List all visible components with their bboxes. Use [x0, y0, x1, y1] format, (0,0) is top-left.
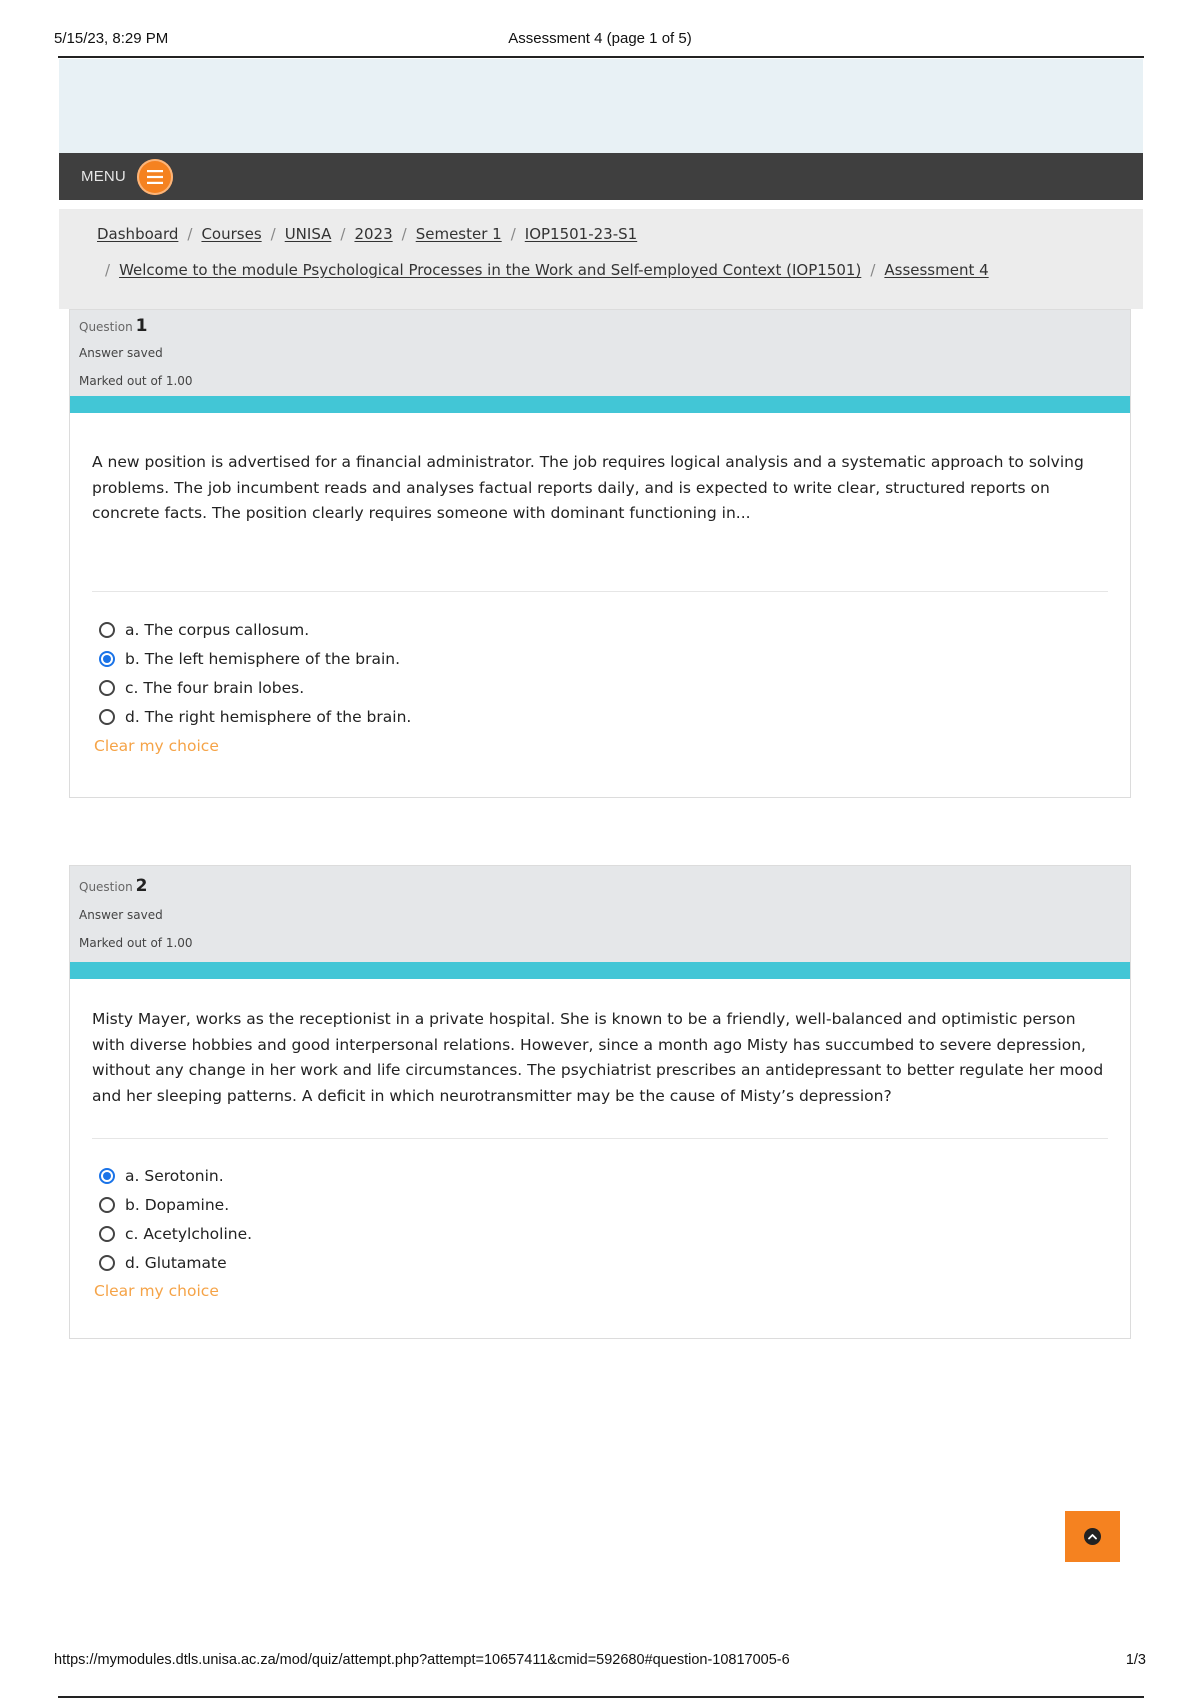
- breadcrumb-courses[interactable]: Courses: [201, 225, 262, 243]
- breadcrumb-module[interactable]: Welcome to the module Psychological Processes in the Work and Self-employed Context (IOP1501): [119, 261, 862, 279]
- breadcrumb-separator: /: [510, 225, 516, 243]
- breadcrumb-separator: /: [187, 225, 193, 243]
- print-header: [54, 28, 1146, 58]
- header-divider: [58, 56, 1144, 58]
- answer-option[interactable]: d. Glutamate: [99, 1248, 1130, 1277]
- chevron-up-icon: [1088, 1533, 1097, 1540]
- print-page-title: Assessment 4 (page 1 of 5): [508, 30, 692, 47]
- radio-button[interactable]: [99, 1226, 115, 1242]
- footer-divider: [58, 1696, 1144, 1698]
- answer-option[interactable]: b. Dopamine.: [99, 1190, 1130, 1219]
- radio-button[interactable]: [99, 622, 115, 638]
- radio-button[interactable]: [99, 680, 115, 696]
- radio-button-selected[interactable]: [99, 1168, 115, 1184]
- radio-button-selected[interactable]: [99, 651, 115, 667]
- question-bar: [70, 396, 1130, 413]
- breadcrumb-separator: /: [105, 261, 111, 279]
- breadcrumb-separator: /: [270, 225, 276, 243]
- breadcrumb-separator: /: [870, 261, 876, 279]
- hamburger-icon: [147, 170, 163, 184]
- breadcrumb-year[interactable]: 2023: [354, 225, 393, 243]
- answer-options: [99, 1161, 1130, 1277]
- print-datetime: 5/15/23, 8:29 PM: [54, 30, 169, 47]
- answer-option[interactable]: a. The corpus callosum.: [99, 616, 1130, 645]
- question-text: Misty Mayer, works as the receptionist in a private hospital. She is known to be a friendly, well-balanced and optimistic person with diverse hobbies and good interpersonal relations. However, since a month ago Misty has succumbed to severe depression, without any change in her work and life circumstances. The psychiatrist prescribes an antidepressant to better regulate her mood and her sleeping patterns. A deficit in which neurotransmitter may be the cause of Misty’s depression?: [92, 979, 1108, 1139]
- question-info: [70, 310, 1130, 396]
- radio-button[interactable]: [99, 1255, 115, 1271]
- print-url: https://mymodules.dtls.unisa.ac.za/mod/quiz/attempt.php?attempt=10657411&cmid=592680#question-10817005-6: [54, 1652, 790, 1668]
- breadcrumb-unisa[interactable]: UNISA: [284, 225, 332, 243]
- question-grade: Marked out of 1.00: [79, 374, 193, 388]
- answer-option[interactable]: a. Serotonin.: [99, 1161, 1130, 1190]
- answer-options: [99, 616, 1130, 732]
- breadcrumb-semester[interactable]: Semester 1: [415, 225, 502, 243]
- radio-button[interactable]: [99, 1197, 115, 1213]
- question-state: Answer saved: [79, 346, 163, 360]
- question-text: A new position is advertised for a financial administrator. The job requires logical analysis and a systematic approach to solving problems. The job incumbent reads and analyses factual reports daily, and is expected to write clear, structured reports on concrete facts. The position clearly requires someone with dominant functioning in...: [92, 413, 1108, 592]
- breadcrumb-separator: /: [340, 225, 346, 243]
- question-number: Question 1: [79, 316, 148, 336]
- question-card: [69, 309, 1131, 798]
- question-bar: [70, 962, 1130, 979]
- breadcrumb-assessment[interactable]: Assessment 4: [884, 261, 989, 279]
- question-number: Question 2: [79, 876, 148, 896]
- page-banner: [59, 59, 1143, 153]
- menu-button[interactable]: [137, 159, 173, 195]
- clear-choice-link[interactable]: Clear my choice: [94, 736, 219, 755]
- question-info: [70, 866, 1130, 962]
- answer-option[interactable]: c. Acetylcholine.: [99, 1219, 1130, 1248]
- question-state: Answer saved: [79, 908, 163, 922]
- breadcrumb: [59, 209, 1143, 309]
- menu-label[interactable]: MENU: [81, 168, 126, 185]
- top-navbar: [59, 153, 1143, 200]
- print-page-number: 1/3: [1125, 1652, 1146, 1668]
- answer-option[interactable]: b. The left hemisphere of the brain.: [99, 645, 1130, 674]
- question-grade: Marked out of 1.00: [79, 936, 193, 950]
- radio-button[interactable]: [99, 709, 115, 725]
- question-card: [69, 865, 1131, 1339]
- breadcrumb-course-code[interactable]: IOP1501-23-S1: [524, 225, 638, 243]
- back-to-top-button[interactable]: [1065, 1511, 1120, 1562]
- breadcrumb-separator: /: [401, 225, 407, 243]
- answer-option[interactable]: d. The right hemisphere of the brain.: [99, 703, 1130, 732]
- clear-choice-link[interactable]: Clear my choice: [94, 1282, 219, 1300]
- answer-option[interactable]: c. The four brain lobes.: [99, 674, 1130, 703]
- breadcrumb-dashboard[interactable]: Dashboard: [97, 225, 179, 243]
